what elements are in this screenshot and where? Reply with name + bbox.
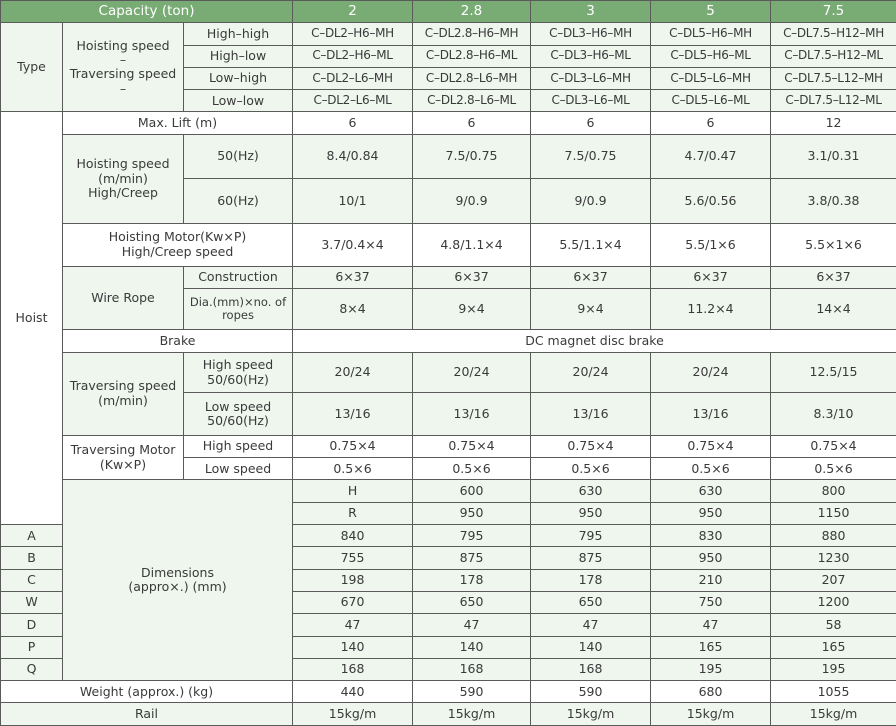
rope-diameter-value: 14×4	[771, 288, 896, 330]
dimension-value: 168	[413, 658, 531, 680]
frequency-label: 60(Hz)	[184, 179, 293, 224]
hoisting-motor-value: 5.5/1.1×4	[531, 224, 651, 267]
model-code: C–DL7.5–L12–MH	[771, 67, 896, 89]
dimension-value: 800	[771, 480, 896, 502]
traversing-speed-value: 13/16	[651, 393, 771, 436]
capacity-value: 7.5	[771, 1, 896, 23]
model-code: C–DL7.5–L12–ML	[771, 90, 896, 112]
dimension-value: 875	[413, 547, 531, 569]
traversing-speed-value: 13/16	[413, 393, 531, 436]
table-row	[1, 703, 896, 726]
dimension-value: 650	[531, 591, 651, 613]
rope-diameter-value: 9×4	[531, 288, 651, 330]
dimension-value: 168	[293, 658, 413, 680]
label-line: Traversing Motor	[70, 442, 176, 458]
model-code: C–DL2.8–L6–MH	[413, 67, 531, 89]
label-line: Hoisting Motor(Kw×P)	[108, 229, 247, 245]
traversing-speed-value: 20/24	[651, 352, 771, 393]
brake-label: Brake	[63, 330, 293, 352]
max-lift-value: 6	[293, 112, 413, 134]
dimension-key: C	[1, 569, 63, 591]
traversing-motor-value: 0.75×4	[771, 435, 896, 457]
model-code: C–DL2–H6–MH	[293, 23, 413, 45]
hoisting-speed-value: 5.6/0.56	[651, 179, 771, 224]
max-lift-label: Max. Lift (m)	[63, 112, 293, 134]
table-row	[1, 352, 896, 393]
capacity-value: 3	[531, 1, 651, 23]
label-line: Dimensions	[141, 564, 214, 580]
construction-value: 6×37	[651, 266, 771, 288]
hoist-label: Hoist	[1, 112, 63, 525]
dimension-value: 47	[531, 614, 651, 636]
rail-value: 15kg/m	[531, 703, 651, 726]
model-code: C–DL2–L6–MH	[293, 67, 413, 89]
rope-diameter-value: 11.2×4	[651, 288, 771, 330]
traversing-speed-value: 8.3/10	[771, 393, 896, 436]
wire-rope-label: Wire Rope	[63, 266, 184, 330]
dimension-value: 178	[531, 569, 651, 591]
hoisting-speed-value: 7.5/0.75	[531, 134, 651, 179]
dimension-value: 750	[651, 591, 771, 613]
label-line: 50/60(Hz)	[207, 413, 269, 429]
frequency-label: 50(Hz)	[184, 134, 293, 179]
dimension-value: 670	[293, 591, 413, 613]
dimension-value: 140	[293, 636, 413, 658]
dimension-value: 950	[651, 547, 771, 569]
rail-value: 15kg/m	[771, 703, 896, 726]
label-line: (m/min)	[98, 170, 148, 186]
dimension-value: 168	[531, 658, 651, 680]
label-line: (m/min)	[98, 392, 148, 408]
label-line: 50/60(Hz)	[207, 371, 269, 387]
model-code: C–DL3–L6–ML	[531, 90, 651, 112]
hoisting-speed-label	[63, 134, 184, 223]
model-code: C–DL5–L6–MH	[651, 67, 771, 89]
weight-value: 680	[651, 681, 771, 703]
rope-diameter-label	[184, 288, 293, 330]
model-code: C–DL2–L6–ML	[293, 90, 413, 112]
dimension-key: A	[1, 525, 63, 547]
dimension-value: 755	[293, 547, 413, 569]
dimension-value: 165	[651, 636, 771, 658]
traversing-speed-value: 12.5/15	[771, 352, 896, 393]
traversing-motor-value: 0.75×4	[651, 435, 771, 457]
dimension-value: 210	[651, 569, 771, 591]
hoisting-motor-value: 5.5×1×6	[771, 224, 896, 267]
dimension-value: 58	[771, 614, 896, 636]
traversing-speed-value: 13/16	[531, 393, 651, 436]
dimension-value: 880	[771, 525, 896, 547]
rail-value: 15kg/m	[651, 703, 771, 726]
dimension-value: 140	[413, 636, 531, 658]
traversing-motor-label	[63, 435, 184, 480]
construction-label: Construction	[184, 266, 293, 288]
hoisting-speed-text: Hoisting speed	[76, 37, 170, 53]
traversing-speed-text: Traversing speed	[69, 66, 177, 82]
dimension-value: 840	[293, 525, 413, 547]
model-code: C–DL3–L6–MH	[531, 67, 651, 89]
construction-value: 6×37	[531, 266, 651, 288]
capacity-label: Capacity (ton)	[1, 1, 293, 23]
weight-value: 1055	[771, 681, 896, 703]
model-code: C–DL5–H6–ML	[651, 45, 771, 67]
max-lift-value: 6	[413, 112, 531, 134]
speed-combo: Low–low	[184, 90, 293, 112]
label-line: Low speed	[204, 398, 272, 414]
label-line: High speed	[202, 357, 274, 373]
max-lift-value: 6	[651, 112, 771, 134]
hoisting-speed-value: 9/0.9	[413, 179, 531, 224]
hoisting-motor-label	[63, 224, 293, 267]
model-code: C–DL2.8–L6–ML	[413, 90, 531, 112]
model-code: C–DL5–H6–MH	[651, 23, 771, 45]
traversing-motor-mode: High speed	[184, 435, 293, 457]
dimension-value: 178	[413, 569, 531, 591]
model-code: C–DL2.8–H6–ML	[413, 45, 531, 67]
label-line: ropes	[222, 308, 254, 323]
traversing-motor-value: 0.5×6	[651, 458, 771, 480]
table-row	[1, 134, 896, 179]
capacity-value: 2	[293, 1, 413, 23]
dimension-key: H	[293, 480, 413, 502]
hoisting-motor-value: 3.7/0.4×4	[293, 224, 413, 267]
label-line: (appro×.) (mm)	[128, 579, 227, 595]
label-line: Dia.(mm)×no. of	[189, 294, 287, 309]
dimensions-label	[63, 480, 293, 681]
hoisting-speed-value: 7.5/0.75	[413, 134, 531, 179]
dimension-value: 630	[651, 480, 771, 502]
speed-combo: High–high	[184, 23, 293, 45]
table-row	[1, 23, 896, 45]
model-code: C–DL3–H6–MH	[531, 23, 651, 45]
table-row	[1, 330, 896, 352]
traversing-motor-value: 0.5×6	[531, 458, 651, 480]
dimension-value: 140	[531, 636, 651, 658]
model-code: C–DL7.5–H12–ML	[771, 45, 896, 67]
dimension-value: 195	[771, 658, 896, 680]
traversing-motor-value: 0.5×6	[293, 458, 413, 480]
dash-text: –	[119, 52, 127, 68]
dimension-value: 198	[293, 569, 413, 591]
rope-diameter-value: 8×4	[293, 288, 413, 330]
dimension-value: 47	[413, 614, 531, 636]
hoisting-speed-value: 8.4/0.84	[293, 134, 413, 179]
weight-label: Weight (approx.) (kg)	[1, 681, 293, 703]
dimension-value: 1150	[771, 502, 896, 524]
hoisting-motor-value: 4.8/1.1×4	[413, 224, 531, 267]
traversing-speed-label	[63, 352, 184, 435]
dimension-key: P	[1, 636, 63, 658]
dimension-key: W	[1, 591, 63, 613]
traversing-motor-value: 0.75×4	[293, 435, 413, 457]
label-line: (Kw×P)	[99, 456, 147, 472]
dimension-value: 950	[531, 502, 651, 524]
hoisting-motor-value: 5.5/1×6	[651, 224, 771, 267]
dimension-value: 795	[413, 525, 531, 547]
hoisting-speed-value: 4.7/0.47	[651, 134, 771, 179]
dimension-value: 47	[293, 614, 413, 636]
rail-label: Rail	[1, 703, 293, 726]
table-row	[1, 112, 896, 134]
dimension-value: 830	[651, 525, 771, 547]
traversing-speed-value: 20/24	[413, 352, 531, 393]
traversing-motor-value: 0.5×6	[413, 458, 531, 480]
table-row	[1, 435, 896, 457]
dimension-value: 875	[531, 547, 651, 569]
weight-value: 590	[413, 681, 531, 703]
dimension-key: D	[1, 614, 63, 636]
traversing-speed-mode	[184, 352, 293, 393]
model-code: C–DL3–H6–ML	[531, 45, 651, 67]
model-code: C–DL2–H6–ML	[293, 45, 413, 67]
model-code: C–DL7.5–H12–MH	[771, 23, 896, 45]
label-line: High/Creep	[88, 185, 158, 201]
dimension-key: R	[293, 502, 413, 524]
table-row	[1, 266, 896, 288]
dimension-key: Q	[1, 658, 63, 680]
dimension-value: 47	[651, 614, 771, 636]
header-row	[1, 1, 896, 23]
hoisting-speed-value: 3.8/0.38	[771, 179, 896, 224]
type-label: Type	[1, 23, 63, 112]
rail-value: 15kg/m	[413, 703, 531, 726]
table-row	[1, 224, 896, 267]
table-row	[1, 480, 896, 502]
dimension-value: 950	[413, 502, 531, 524]
label-line: Hoisting speed	[76, 156, 170, 172]
construction-value: 6×37	[293, 266, 413, 288]
rail-value: 15kg/m	[293, 703, 413, 726]
dimension-value: 207	[771, 569, 896, 591]
dimension-value: 600	[413, 480, 531, 502]
weight-value: 590	[531, 681, 651, 703]
speed-combo: High–low	[184, 45, 293, 67]
traversing-speed-value: 20/24	[531, 352, 651, 393]
max-lift-value: 6	[531, 112, 651, 134]
capacity-value: 5	[651, 1, 771, 23]
dimension-key: B	[1, 547, 63, 569]
speed-combo: Low–high	[184, 67, 293, 89]
construction-value: 6×37	[771, 266, 896, 288]
traversing-motor-value: 0.75×4	[413, 435, 531, 457]
dimension-value: 630	[531, 480, 651, 502]
hoisting-speed-value: 9/0.9	[531, 179, 651, 224]
label-line: Traversing speed	[69, 378, 177, 394]
dimension-value: 1200	[771, 591, 896, 613]
traversing-speed-mode	[184, 393, 293, 436]
dimension-value: 1230	[771, 547, 896, 569]
traversing-speed-value: 20/24	[293, 352, 413, 393]
hoisting-speed-value: 3.1/0.31	[771, 134, 896, 179]
rope-diameter-value: 9×4	[413, 288, 531, 330]
capacity-value: 2.8	[413, 1, 531, 23]
hoisting-speed-value: 10/1	[293, 179, 413, 224]
brake-value: DC magnet disc brake	[293, 330, 896, 352]
traversing-speed-value: 13/16	[293, 393, 413, 436]
dimension-value: 195	[651, 658, 771, 680]
construction-value: 6×37	[413, 266, 531, 288]
dimension-value: 950	[651, 502, 771, 524]
label-line: High/Creep speed	[121, 243, 234, 259]
traversing-motor-value: 0.75×4	[531, 435, 651, 457]
traversing-motor-value: 0.5×6	[771, 458, 896, 480]
max-lift-value: 12	[771, 112, 896, 134]
type-speed-label	[63, 23, 184, 112]
dimension-value: 650	[413, 591, 531, 613]
weight-value: 440	[293, 681, 413, 703]
model-code: C–DL5–L6–ML	[651, 90, 771, 112]
traversing-motor-mode: Low speed	[184, 458, 293, 480]
dash-text: –	[119, 80, 127, 96]
dimension-value: 795	[531, 525, 651, 547]
table-row	[1, 681, 896, 703]
dimension-value: 165	[771, 636, 896, 658]
model-code: C–DL2.8–H6–MH	[413, 23, 531, 45]
